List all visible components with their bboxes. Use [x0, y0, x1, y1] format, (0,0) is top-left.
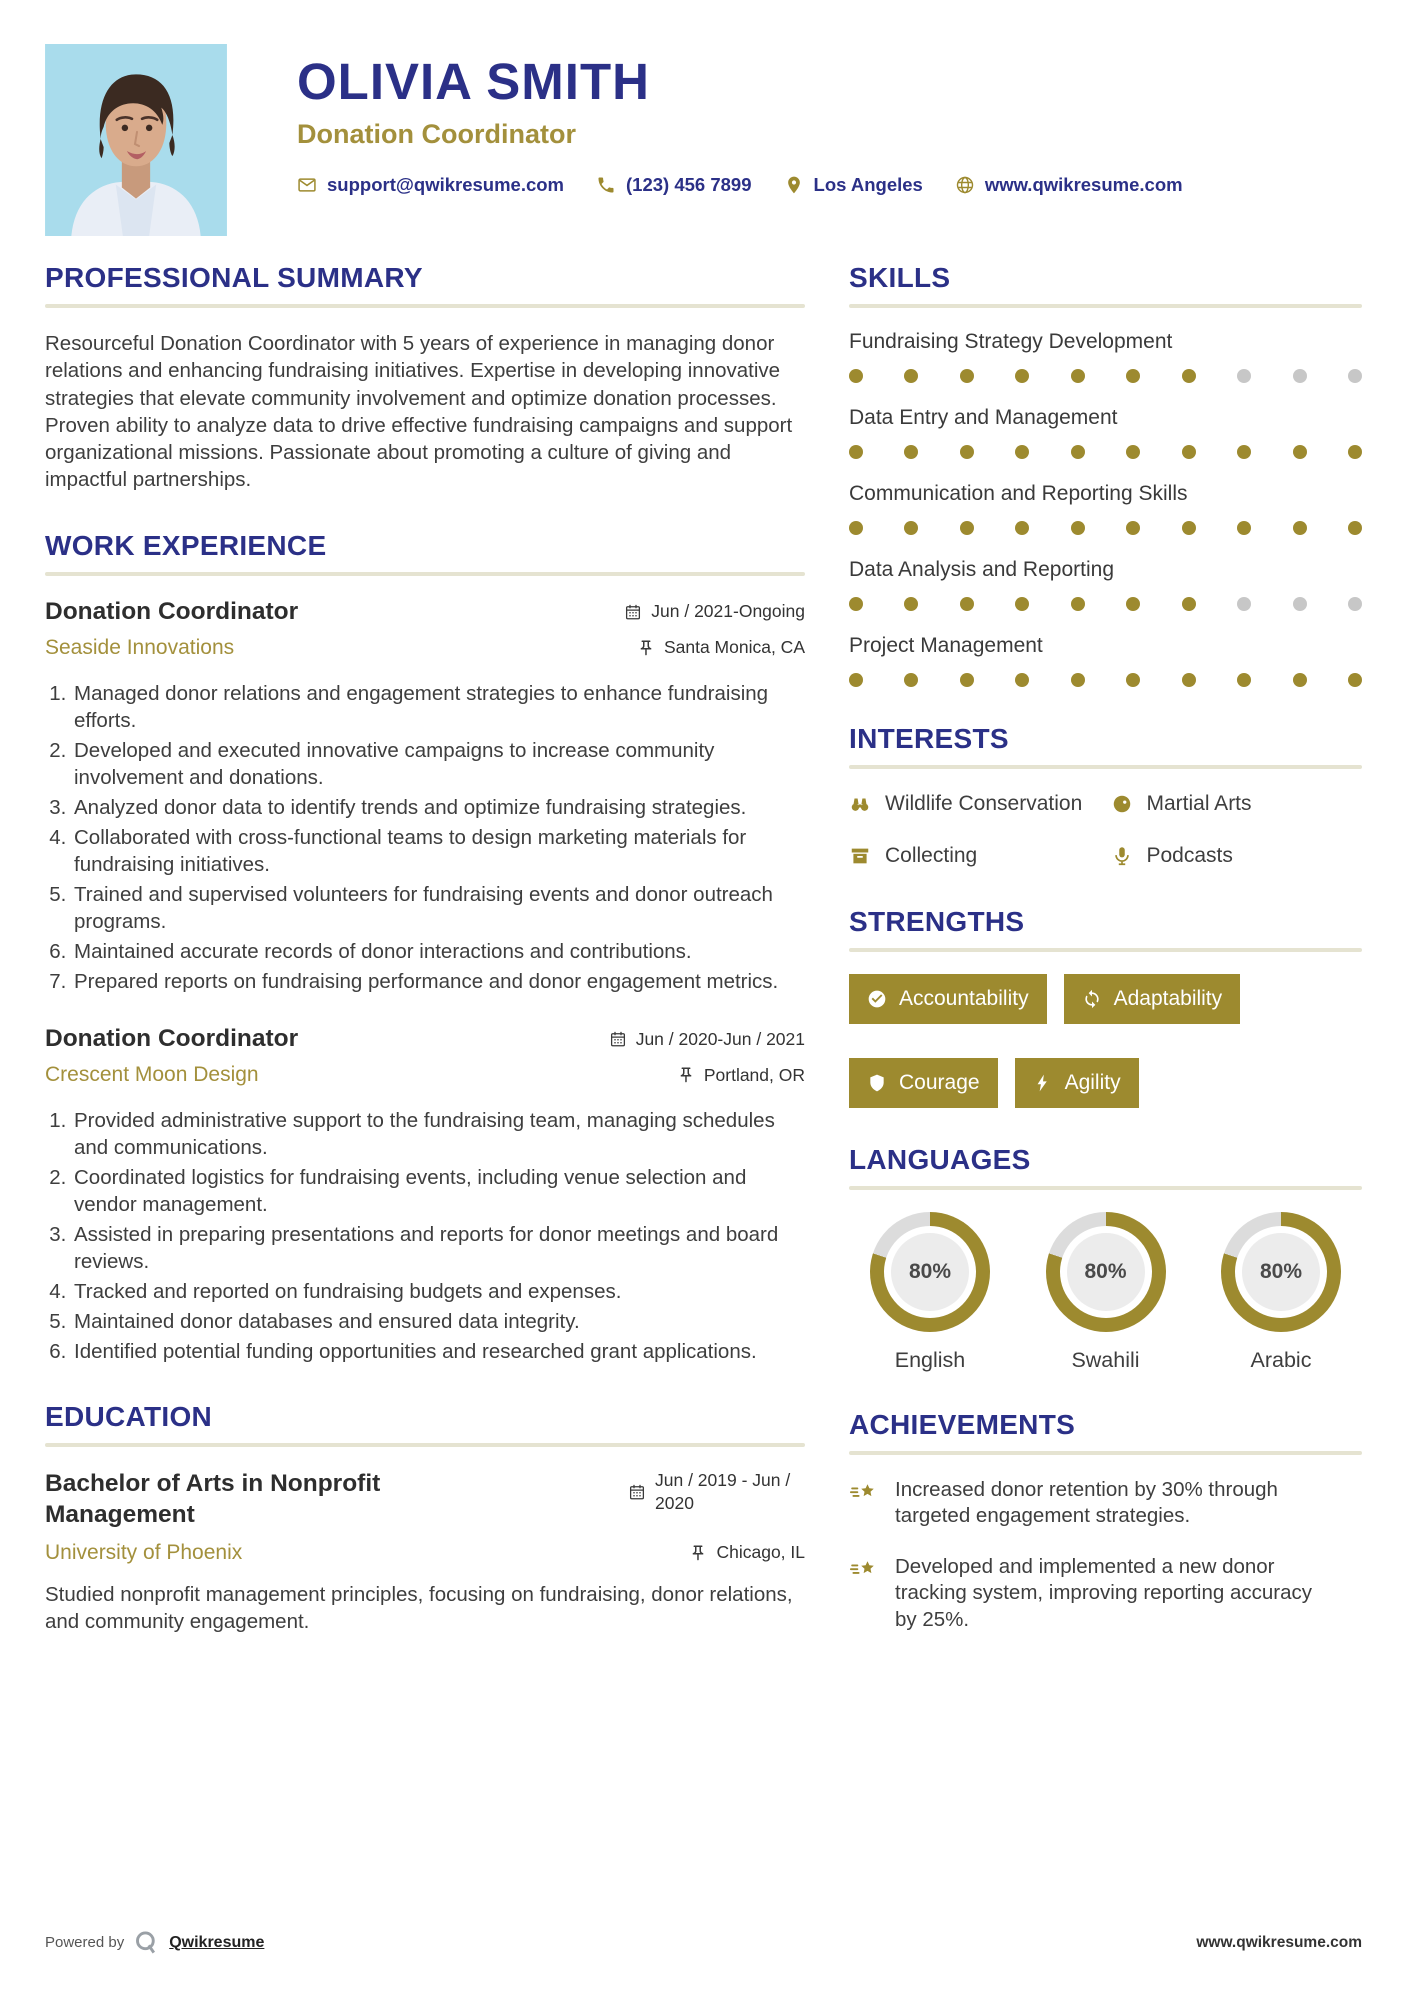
job-entry	[45, 598, 805, 996]
section-education	[45, 1401, 805, 1635]
strengths-list	[849, 974, 1362, 1108]
section-skills	[849, 262, 1362, 687]
job-date-text: Jun / 2021-Ongoing	[651, 601, 805, 621]
job-bullet: 3. Assisted in preparing presentations and reports for donor meetings and board reviews.	[72, 1221, 805, 1275]
job-bullet: 6. Maintained accurate records of donor interactions and contributions.	[72, 938, 805, 965]
rating-dot	[1015, 597, 1029, 611]
rating-dot	[849, 445, 863, 459]
strength-label: Agility	[1064, 1070, 1121, 1094]
rating-dot	[1071, 445, 1085, 459]
rating-dot	[1126, 673, 1140, 687]
language-name: English	[894, 1347, 966, 1372]
skill-rating	[849, 445, 1362, 459]
interest-item	[1111, 791, 1363, 817]
rating-dot	[1071, 369, 1085, 383]
job-location-text: Santa Monica, CA	[663, 637, 805, 657]
section-strengths	[849, 906, 1362, 1108]
section-divider	[849, 765, 1362, 769]
phone-icon	[596, 175, 616, 195]
skill-name: Fundraising Strategy Development	[849, 330, 1173, 353]
work-experience-heading: WORK EXPERIENCE	[45, 529, 327, 561]
job-bullet: 1. Managed donor relations and engagement strategies to enhance fundraising efforts.	[72, 680, 805, 734]
job-location-text: Portland, OR	[703, 1064, 805, 1085]
language-item	[1206, 1212, 1356, 1373]
rating-dot	[1071, 673, 1085, 687]
job-location	[677, 1065, 805, 1086]
rating-dot	[1071, 597, 1085, 611]
footer	[45, 1899, 1362, 1956]
rating-dot	[1293, 521, 1307, 535]
language-item	[1031, 1212, 1181, 1373]
contact-label: www.qwikresume.com	[984, 174, 1183, 195]
pushpin-icon	[689, 1544, 707, 1562]
rating-dot	[1348, 445, 1362, 459]
rating-dot	[1348, 597, 1362, 611]
contact-label: Los Angeles	[813, 174, 923, 195]
contact-item[interactable]	[596, 174, 752, 196]
globe-icon	[955, 175, 975, 195]
job-location	[637, 637, 805, 658]
interests-heading: INTERESTS	[849, 723, 1009, 754]
rating-dot	[904, 369, 918, 383]
achievement-item	[849, 1554, 1362, 1634]
skill-rating	[849, 369, 1362, 383]
collecting-box-icon	[849, 845, 871, 867]
education-date-text: Jun / 2019 - Jun / 2020	[655, 1470, 791, 1514]
achievement-text: Increased donor retention by 30% through targeted engagement strategies.	[895, 1477, 1278, 1528]
check-circle-icon	[867, 989, 887, 1009]
rating-dot	[1182, 521, 1196, 535]
strength-badge	[1015, 1058, 1139, 1108]
section-interests	[849, 723, 1362, 870]
person-title: Donation Coordinator	[297, 119, 576, 149]
rating-dot	[960, 597, 974, 611]
shield-icon	[867, 1073, 887, 1093]
calendar-icon	[609, 1030, 627, 1048]
rating-dot	[849, 521, 863, 535]
strength-badge	[1064, 974, 1241, 1024]
shooting-star-icon	[849, 1479, 879, 1509]
interest-label: Collecting	[885, 844, 978, 868]
job-company: Crescent Moon Design	[45, 1063, 259, 1087]
job-bullet: 1. Provided administrative support to the fundraising team, managing schedules and communications.	[72, 1107, 805, 1161]
location-pin-icon	[784, 175, 804, 195]
section-achievements	[849, 1409, 1362, 1634]
job-bullet: 2. Developed and executed innovative campaigns to increase community involvement and donations.	[72, 737, 805, 791]
section-divider	[45, 572, 805, 576]
shooting-star-icon	[849, 1556, 879, 1586]
job-entry	[45, 1025, 805, 1365]
interest-item	[849, 791, 1101, 817]
rating-dot	[1348, 673, 1362, 687]
rating-dot	[1293, 369, 1307, 383]
rating-dot	[1182, 597, 1196, 611]
qwikresume-logo-icon	[133, 1929, 160, 1956]
education-location-text: Chicago, IL	[716, 1542, 805, 1563]
education-school: University of Phoenix	[45, 1540, 243, 1564]
strength-badge	[849, 974, 1047, 1024]
strength-label: Courage	[899, 1070, 980, 1094]
refresh-icon	[1082, 989, 1102, 1009]
martial-arts-icon	[1111, 793, 1133, 815]
rating-dot	[1015, 369, 1029, 383]
language-progress-ring	[870, 1212, 990, 1332]
pushpin-icon	[637, 639, 655, 657]
rating-dot	[904, 673, 918, 687]
language-progress-ring	[1221, 1212, 1341, 1332]
skill-item	[849, 330, 1362, 383]
job-date	[624, 601, 805, 622]
interest-label: Wildlife Conservation	[885, 792, 1083, 815]
interest-item	[1111, 843, 1363, 869]
achievement-text: Developed and implemented a new donor tracking system, improving reporting accuracy by 25%.	[895, 1554, 1312, 1632]
languages-heading: LANGUAGES	[849, 1143, 1031, 1175]
skills-list	[849, 330, 1362, 687]
skill-rating	[849, 597, 1362, 611]
microphone-icon	[1111, 845, 1133, 867]
rating-dot	[1015, 521, 1029, 535]
rating-dot	[1348, 369, 1362, 383]
rating-dot	[1237, 673, 1251, 687]
rating-dot	[1348, 521, 1362, 535]
email-icon	[297, 175, 317, 195]
profile-photo-illustration	[45, 44, 227, 236]
powered-by-label: Powered by	[45, 1934, 125, 1951]
right-column	[849, 262, 1362, 1670]
language-name: Arabic	[1250, 1347, 1312, 1372]
skill-item	[849, 634, 1362, 687]
strengths-heading: STRENGTHS	[849, 905, 1025, 937]
section-languages	[849, 1144, 1362, 1373]
job-bullet: 6. Identified potential funding opportunities and researched grant applications.	[72, 1338, 805, 1365]
rating-dot	[960, 369, 974, 383]
section-work-experience	[45, 530, 805, 1366]
pushpin-icon	[677, 1066, 695, 1084]
header	[45, 44, 1362, 236]
job-bullet: 4. Tracked and reported on fundraising budgets and expenses.	[72, 1278, 805, 1305]
skill-rating	[849, 521, 1362, 535]
strength-label: Accountability	[899, 986, 1029, 1010]
skill-item	[849, 482, 1362, 535]
person-name: OLIVIA SMITH	[297, 53, 650, 110]
achievement-item	[849, 1477, 1362, 1530]
education-heading: EDUCATION	[45, 1401, 213, 1433]
language-percent: 80%	[891, 1233, 969, 1311]
rating-dot	[1293, 673, 1307, 687]
calendar-icon	[624, 603, 642, 621]
skills-heading: SKILLS	[849, 262, 951, 293]
rating-dot	[1126, 445, 1140, 459]
skill-name: Data Entry and Management	[849, 406, 1118, 429]
rating-dot	[960, 445, 974, 459]
job-bullet: 5. Trained and supervised volunteers for fundraising events and donor outreach programs.	[72, 881, 805, 935]
section-professional-summary	[45, 262, 805, 494]
education-degree: Bachelor of Arts in Nonprofit Management	[45, 1470, 381, 1529]
job-bullet: 5. Maintained donor databases and ensured data integrity.	[72, 1308, 805, 1335]
skill-name: Communication and Reporting Skills	[849, 482, 1188, 505]
rating-dot	[1182, 673, 1196, 687]
contact-label: support@qwikresume.com	[327, 174, 565, 195]
rating-dot	[1126, 369, 1140, 383]
rating-dot	[960, 673, 974, 687]
contact-label: (123) 456 7899	[626, 174, 752, 195]
section-divider	[45, 304, 805, 308]
strength-label: Adaptability	[1113, 986, 1223, 1010]
language-percent: 80%	[1242, 1233, 1320, 1311]
job-date-text: Jun / 2020-Jun / 2021	[635, 1028, 805, 1049]
professional-summary-heading: PROFESSIONAL SUMMARY	[45, 262, 423, 293]
rating-dot	[1237, 369, 1251, 383]
rating-dot	[1015, 445, 1029, 459]
job-date	[609, 1029, 805, 1050]
rating-dot	[1071, 521, 1085, 535]
job-bullets	[45, 680, 805, 996]
job-company: Seaside Innovations	[45, 635, 235, 659]
rating-dot	[904, 445, 918, 459]
section-divider	[45, 1443, 805, 1447]
skill-item	[849, 558, 1362, 611]
section-divider	[849, 1186, 1362, 1190]
rating-dot	[1237, 521, 1251, 535]
interests-grid	[849, 791, 1362, 870]
skill-name: Project Management	[849, 634, 1043, 657]
rating-dot	[904, 597, 918, 611]
qwikresume-brand-link[interactable]: Qwikresume	[169, 1933, 265, 1951]
rating-dot	[1126, 597, 1140, 611]
rating-dot	[1126, 521, 1140, 535]
education-description: Studied nonprofit management principles, focusing on fundraising, donor relations, and community engagement.	[45, 1582, 793, 1633]
interest-label: Podcasts	[1146, 844, 1233, 868]
job-bullet: 4. Collaborated with cross-functional teams to design marketing materials for fundraising initiatives.	[72, 824, 805, 878]
achievements-heading: ACHIEVEMENTS	[849, 1408, 1076, 1440]
job-bullet: 7. Prepared reports on fundraising performance and donor engagement metrics.	[72, 968, 805, 995]
contact-item	[784, 174, 923, 196]
section-divider	[849, 948, 1362, 952]
contact-item[interactable]	[297, 174, 564, 196]
footer-url[interactable]: www.qwikresume.com	[1196, 1933, 1362, 1951]
job-bullet: 2. Coordinated logistics for fundraising events, including venue selection and vendor management.	[72, 1164, 805, 1218]
left-column	[45, 262, 805, 1671]
summary-text: Resourceful Donation Coordinator with 5 years of experience in managing donor relations and enhancing fundraising initiatives. Expertise in developing innovative strategies that elevate community involvement and optimize donation processes. Proven ability to analyze data to drive effective fundraising campaigns and support organizational missions. Passionate about promoting a culture of giving and impactful partnerships.	[45, 332, 793, 492]
rating-dot	[1293, 445, 1307, 459]
binoculars-icon	[849, 793, 871, 815]
rating-dot	[1182, 445, 1196, 459]
skill-rating	[849, 673, 1362, 687]
section-divider	[849, 1451, 1362, 1455]
languages-row	[849, 1212, 1362, 1373]
rating-dot	[1015, 673, 1029, 687]
job-title: Donation Coordinator	[45, 597, 299, 625]
rating-dot	[1237, 597, 1251, 611]
profile-photo	[45, 44, 227, 236]
rating-dot	[904, 521, 918, 535]
interest-item	[849, 843, 1101, 869]
lightning-icon	[1033, 1073, 1053, 1093]
language-percent: 80%	[1067, 1233, 1145, 1311]
job-list	[45, 598, 805, 1366]
rating-dot	[1293, 597, 1307, 611]
rating-dot	[1182, 369, 1196, 383]
skill-name: Data Analysis and Reporting	[849, 558, 1114, 581]
calendar-icon	[628, 1483, 646, 1501]
interest-label: Martial Arts	[1146, 792, 1252, 815]
contact-row	[297, 174, 1183, 196]
language-progress-ring	[1046, 1212, 1166, 1332]
rating-dot	[849, 369, 863, 383]
powered-by	[45, 1929, 264, 1956]
strength-badge	[849, 1058, 998, 1108]
achievements-list	[849, 1477, 1362, 1634]
content-columns	[45, 262, 1362, 1899]
rating-dot	[849, 673, 863, 687]
education-location	[689, 1542, 805, 1563]
language-name: Swahili	[1071, 1347, 1140, 1372]
skill-item	[849, 406, 1362, 459]
section-divider	[849, 304, 1362, 308]
contact-item[interactable]	[955, 174, 1183, 196]
rating-dot	[960, 521, 974, 535]
rating-dot	[849, 597, 863, 611]
job-title: Donation Coordinator	[45, 1025, 299, 1053]
rating-dot	[1237, 445, 1251, 459]
language-item	[855, 1212, 1005, 1373]
job-bullet: 3. Analyzed donor data to identify trends and optimize fundraising strategies.	[72, 794, 805, 821]
job-bullets	[45, 1107, 805, 1365]
education-date	[628, 1469, 805, 1515]
